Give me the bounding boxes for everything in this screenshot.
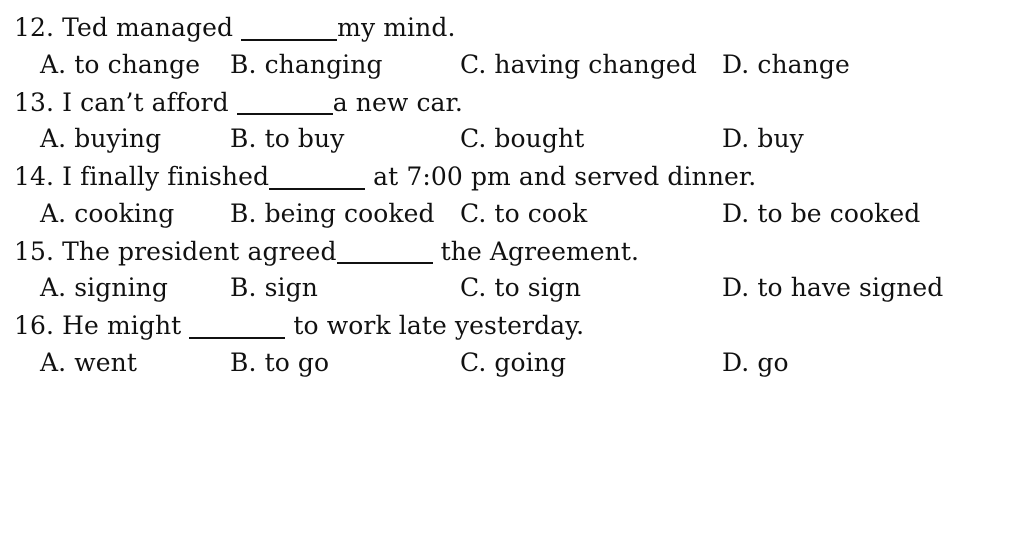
stem-text-after-blank: my mind. [337, 13, 456, 42]
option-choice[interactable]: C. bought [460, 124, 585, 153]
stem-text-after-blank: a new car. [332, 87, 463, 117]
option-row [14, 46, 1010, 83]
answer-blank[interactable] [189, 310, 285, 338]
option-choice[interactable]: D. change [722, 49, 850, 79]
answer-blank[interactable] [269, 161, 365, 189]
option-choice[interactable]: B. changing [230, 49, 383, 79]
option-choice[interactable]: A. buying [40, 124, 162, 153]
question-block [14, 234, 1010, 307]
question-number: 15. [14, 236, 55, 266]
option-row [14, 344, 1010, 381]
stem-text-before-blank: The president agreed [54, 236, 337, 266]
option-choice[interactable]: D. to have signed [722, 273, 944, 302]
answer-blank[interactable] [241, 12, 337, 40]
option-choice[interactable]: B. to go [230, 347, 330, 377]
question-stem [14, 10, 1010, 46]
question-number: 14. [14, 162, 55, 191]
question-list [14, 10, 1010, 381]
option-choice[interactable]: D. buy [722, 124, 804, 153]
option-choice[interactable]: B. sign [230, 273, 318, 302]
question-number: 13. [14, 87, 55, 117]
option-choice[interactable]: B. to buy [230, 124, 345, 153]
question-block [14, 159, 1010, 232]
option-row [14, 195, 1010, 232]
option-choice[interactable]: A. went [40, 347, 137, 377]
option-choice[interactable]: C. going [460, 347, 567, 377]
option-choice[interactable]: C. having changed [460, 49, 697, 79]
option-choice[interactable]: D. go [722, 347, 789, 377]
question-block [14, 10, 1010, 83]
stem-text-after-blank: the Agreement. [432, 236, 640, 266]
question-block [14, 308, 1010, 381]
option-choice[interactable]: D. to be cooked [722, 198, 921, 228]
answer-blank[interactable] [337, 236, 433, 264]
option-choice[interactable]: A. cooking [40, 198, 175, 228]
stem-text-after-blank: at 7:00 pm and served dinner. [365, 162, 757, 191]
question-number: 16. [14, 311, 55, 340]
option-row [14, 120, 1010, 157]
stem-text-after-blank: to work late yesterday. [285, 311, 585, 340]
question-stem [14, 159, 1010, 195]
answer-blank[interactable] [237, 87, 333, 115]
question-stem [14, 85, 1010, 121]
question-stem [14, 234, 1010, 270]
option-choice[interactable]: C. to cook [460, 198, 588, 228]
stem-text-before-blank: I can’t afford [54, 87, 237, 117]
stem-text-before-blank: I finally finished [54, 162, 270, 191]
option-row [14, 269, 1010, 306]
option-choice[interactable]: C. to sign [460, 273, 582, 302]
stem-text-before-blank: Ted managed [54, 13, 242, 42]
option-choice[interactable]: B. being cooked [230, 198, 435, 228]
option-choice[interactable]: A. signing [40, 273, 168, 302]
stem-text-before-blank: He might [54, 311, 190, 340]
question-stem [14, 308, 1010, 344]
question-number: 12. [14, 13, 55, 42]
option-choice[interactable]: A. to change [40, 49, 201, 79]
question-block [14, 85, 1010, 158]
